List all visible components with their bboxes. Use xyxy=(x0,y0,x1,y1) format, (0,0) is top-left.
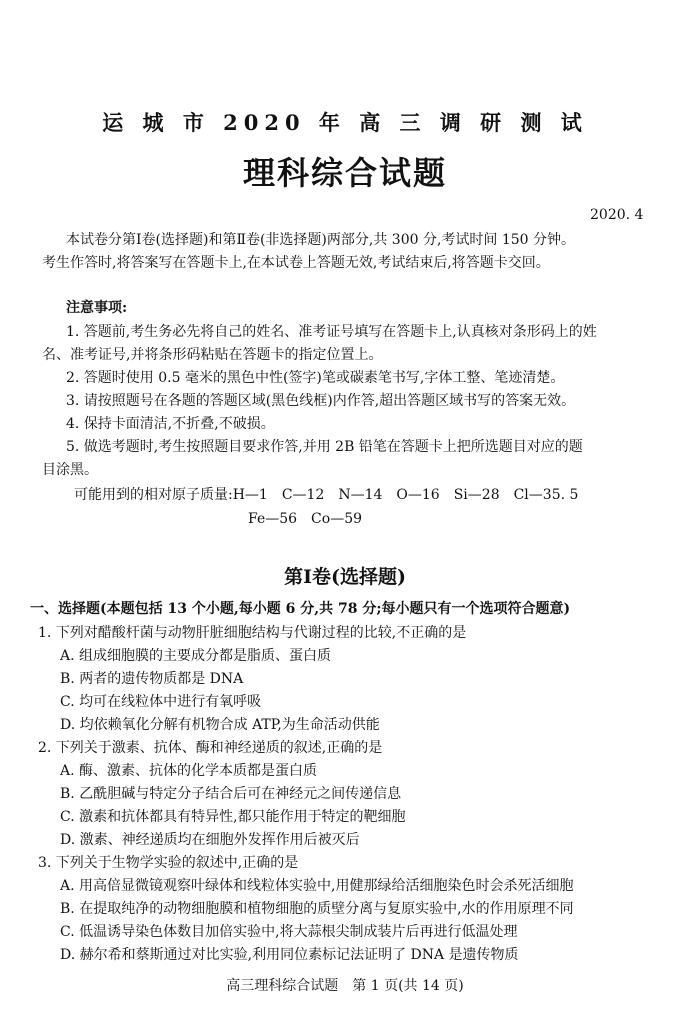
question-option: C. 激素和抗体都具有特异性,都只能作用于特定的靶细胞 xyxy=(60,809,406,825)
question-stem: 1. 下列对醋酸杆菌与动物肝脏细胞结构与代谢过程的比较,不正确的是 xyxy=(38,625,467,641)
atomic-mass-line-1: 可能用到的相对原子质量:H—1 C—12 N—14 O—16 Si—28 Cl—35. 5 xyxy=(74,487,579,503)
question-option: D. 激素、神经递质均在细胞外发挥作用后被灭后 xyxy=(60,832,360,848)
notes-line: 2. 答题时使用 0.5 毫米的黑色中性(签字)笔或碳素笔书写,字体工整、笔迹清楚。 xyxy=(66,370,565,386)
notes-line: 目涂黑。 xyxy=(42,462,98,478)
question-option: B. 两者的遗传物质都是 DNA xyxy=(60,671,244,687)
question-option: C. 低温诱导染色体数目加倍实验中,将大蒜根尖制成装片后再进行低温处理 xyxy=(60,924,518,940)
question-option: A. 组成细胞膜的主要成分都是脂质、蛋白质 xyxy=(60,648,332,664)
question-option: D. 均依赖氧化分解有机物合成 ATP,为生命活动供能 xyxy=(60,717,380,733)
notes-line: 名、准考证号,并将条形码粘贴在答题卡的指定位置上。 xyxy=(42,347,383,363)
exam-date: 2020. 4 xyxy=(590,207,644,223)
section-title: 第Ⅰ卷(选择题) xyxy=(284,566,406,588)
notes-line: 4. 保持卡面清洁,不折叠,不破损。 xyxy=(66,416,275,432)
question-option: A. 酶、激素、抗体的化学本质都是蛋白质 xyxy=(60,763,318,779)
page-footer: 高三理科综合试题 第 1 页(共 14 页) xyxy=(226,978,464,994)
question-option: D. 赫尔希和蔡斯通过对比实验,利用同位素标记法证明了 DNA 是遗传物质 xyxy=(60,947,519,963)
exam-header-title: 运 城 市 2020 年 高 三 调 研 测 试 xyxy=(102,110,588,135)
question-stem: 2. 下列关于激素、抗体、酶和神经递质的叙述,正确的是 xyxy=(38,740,383,756)
question-option: C. 均可在线粒体中进行有氧呼吸 xyxy=(60,694,262,710)
atomic-mass-line-2: Fe—56 Co—59 xyxy=(248,511,363,527)
question-stem: 3. 下列关于生物学实验的叙述中,正确的是 xyxy=(38,855,299,871)
question-option: B. 乙酰胆碱与特定分子结合后可在神经元之间传递信息 xyxy=(60,786,402,802)
question-option: A. 用高倍显微镜观察叶绿体和线粒体实验中,用健那绿给活细胞染色时会杀死活细胞 xyxy=(60,878,574,894)
question-option: B. 在提取纯净的动物细胞膜和植物细胞的质壁分离与复原实验中,水的作用原理不同 xyxy=(60,901,574,917)
notes-heading: 注意事项: xyxy=(66,300,128,316)
notes-line: 5. 做选考题时,考生按照题目要求作答,并用 2B 铅笔在答题卡上把所选题目对应的题 xyxy=(66,439,583,455)
notes-line: 1. 答题前,考生务必先将自己的姓名、准考证号填写在答题卡上,认真核对条形码上的姓 xyxy=(66,324,597,340)
section-instruction: 一、选择题(本题包括 13 个小题,每小题 6 分,共 78 分;每小题只有一个选项符合题意) xyxy=(30,601,571,617)
intro-line-2: 考生作答时,将答案写在答题卡上,在本试卷上答题无效,考试结束后,将答题卡交回。 xyxy=(42,255,550,271)
exam-subject-title: 理科综合试题 xyxy=(242,154,447,192)
notes-line: 3. 请按照题号在各题的答题区域(黑色线框)内作答,超出答题区域书写的答案无效。 xyxy=(66,393,576,409)
intro-line-1: 本试卷分第Ⅰ卷(选择题)和第Ⅱ卷(非选择题)两部分,共 300 分,考试时间 150 分钟。 xyxy=(66,232,576,248)
